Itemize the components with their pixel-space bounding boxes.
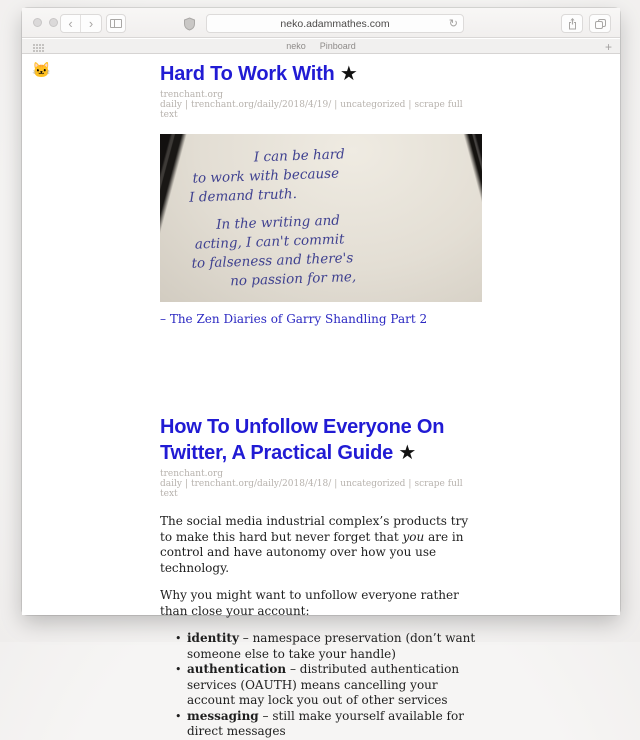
meta-separator: | [408,100,412,110]
meta-separator: | [334,100,338,110]
page-content [22,55,620,738]
post-meta [160,90,482,120]
bookmark-item-neko[interactable]: neko [286,41,306,51]
cat-site-logo: 🐱 [32,62,51,79]
list-item: • identity – namespace preservation (don’t want someone else to take your handle) [187,631,482,662]
meta-separator: | [184,100,189,110]
paragraph: The social media industrial complex’s products try to make this hard but never forget that you are in control and have autonomy over how you use technology. [160,514,469,575]
article-column [160,61,482,740]
close-window-button[interactable] [33,18,42,27]
post-title [160,61,482,87]
shield-icon [183,17,196,31]
list-item: • authentication – distributed authentication services (OAUTH) means cancelling your account may lock you out of other services [187,662,482,709]
address-bar[interactable] [206,14,464,33]
paragraph: Why you might want to unfollow everyone rather than close your account: [160,588,459,618]
star-icon[interactable]: ★ [398,442,417,464]
post-meta [160,469,482,499]
minimize-window-button[interactable] [49,18,58,27]
reload-icon[interactable]: ↻ [448,18,458,30]
favorites-grid-icon[interactable] [33,44,35,46]
emphasis-you: you [402,529,425,544]
post-title-link[interactable]: Hard To Work With [160,63,335,85]
bookmark-item-pinboard[interactable]: Pinboard [319,41,356,51]
meta-separator: | [334,479,338,489]
post-2 [160,414,482,740]
photo-caption [160,312,482,326]
list-item: • messaging – still make yourself available for direct messages [187,709,482,740]
share-button[interactable] [561,14,583,33]
browser-toolbar [22,8,620,38]
meta-source-link[interactable]: trenchant.org daily [160,90,223,110]
browser-window [22,8,620,738]
back-icon[interactable]: ‹ [61,15,81,32]
new-tab-icon[interactable]: + [604,39,612,54]
share-icon [567,17,578,30]
meta-scrape-link[interactable]: scrape full text [160,479,463,499]
star-icon[interactable]: ★ [339,63,358,85]
show-tabs-button[interactable] [589,14,611,33]
extension-button[interactable] [178,14,200,33]
meta-permalink-link[interactable]: trenchant.org/daily/2018/4/19/ [191,100,332,110]
sidebar-toggle-button[interactable] [106,14,126,33]
post-1 [160,61,482,326]
handwritten-note-photo [160,134,482,302]
reasons-list [160,631,482,740]
meta-category-link[interactable]: uncategorized [340,479,406,489]
caption-link[interactable]: – The Zen Diaries of Garry Shandling Part 2 [160,312,428,326]
forward-icon[interactable]: › [88,16,94,31]
meta-separator: | [184,479,189,489]
meta-permalink-link[interactable]: trenchant.org/daily/2018/4/18/ [191,479,332,489]
post-title-link[interactable]: How To Unfollow Everyone On Twitter, A Practical Guide [160,416,445,464]
tabs-overview-icon [595,19,606,29]
meta-source-link[interactable]: trenchant.org daily [160,469,223,489]
sidebar-icon [110,19,122,28]
meta-separator: | [408,479,412,489]
meta-category-link[interactable]: uncategorized [340,100,406,110]
handwriting-text: I can be hard to work with because I demand truth. In the writing and acting, I can't commit to falseness and there's no passion for me, [188,146,357,290]
bookmarks-bar [22,39,620,54]
meta-scrape-link[interactable]: scrape full text [160,100,463,120]
url-text: neko.adammathes.com [280,17,390,30]
history-nav-group [60,14,102,33]
post-title [160,414,482,466]
